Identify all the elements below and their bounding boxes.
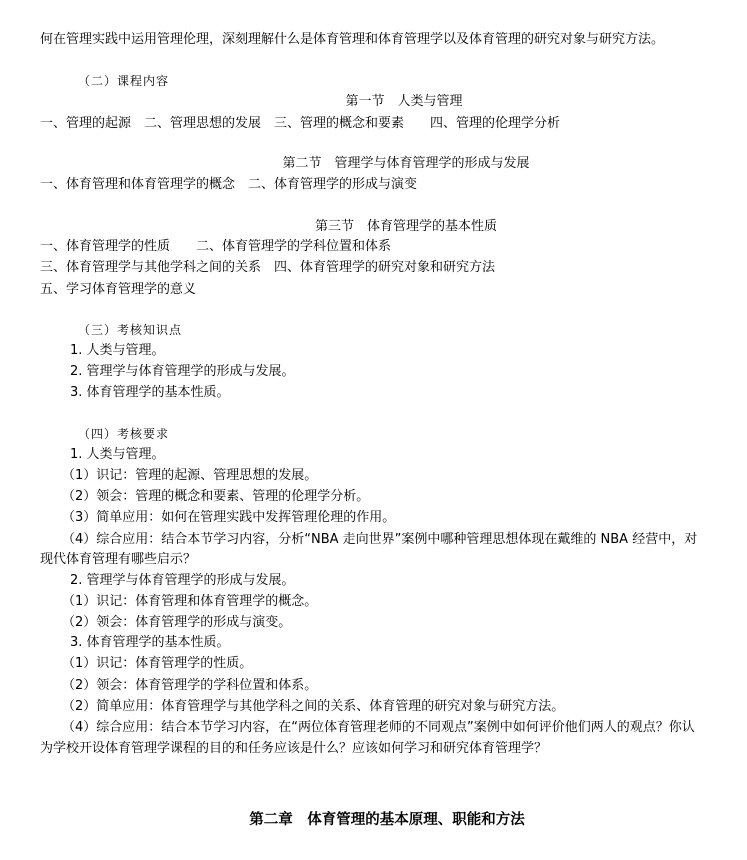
requirements-heading: （四）考核要求: [78, 427, 170, 441]
requirement-item: （1）识记：管理的起源、管理思想的发展。: [62, 468, 318, 483]
requirement-item: （1）识记：体育管理和体育管理学的概念。: [62, 594, 318, 609]
section-3-line: 五、学习体育管理学的意义: [40, 282, 197, 297]
requirement-item: （2）简单应用：体育管理学与其他学科之间的关系、体育管理的研究对象与研究方法。: [62, 699, 565, 714]
intro-line: 何在管理实践中运用管理伦理，深刻理解什么是体育管理和体育管理学以及体育管理的研究对象与研究方法。: [40, 32, 665, 47]
knowledge-point-item: 2. 管理学与体育管理学的形成与发展。: [70, 364, 295, 379]
course-content-heading: （二）课程内容: [78, 74, 170, 88]
section-1-line: 一、管理的起源 二、管理思想的发展 三、管理的概念和要素 四、管理的伦理学分析: [40, 116, 561, 131]
section-3-title: 第三节 体育管理学的基本性质: [314, 219, 497, 234]
section-2-title: 第二节 管理学与体育管理学的形成与发展: [282, 156, 530, 171]
knowledge-point-item: 1. 人类与管理。: [70, 343, 165, 358]
requirement-item: （3）简单应用：如何在管理实践中发挥管理伦理的作用。: [62, 510, 396, 525]
section-1-title: 第一节 人类与管理: [345, 94, 463, 109]
chapter-title: 第二章 体育管理的基本原理、职能和方法: [249, 812, 525, 828]
requirement-group-title: 2. 管理学与体育管理学的形成与发展。: [70, 573, 295, 588]
section-3-line: 一、体育管理学的性质 二、体育管理学的学科位置和体系: [40, 239, 392, 254]
knowledge-point-item: 3. 体育管理学的基本性质。: [70, 385, 230, 400]
requirement-item: （2）领会：体育管理学的学科位置和体系。: [62, 678, 318, 693]
knowledge-points-heading: （三）考核知识点: [78, 323, 183, 337]
requirement-group-title: 3. 体育管理学的基本性质。: [70, 635, 230, 650]
requirement-item: （4）综合应用：结合本节学习内容，在“两位体育管理老师的不同观点”案例中如何评价他们两人的观点？你认: [62, 720, 695, 735]
requirement-item: （1）识记：体育管理学的性质。: [62, 656, 253, 671]
requirement-item: （2）领会：管理的概念和要素、管理的伦理学分析。: [62, 489, 370, 504]
requirement-item-continued: 现代体育管理有哪些启示？: [40, 552, 197, 567]
requirement-item: （4）综合应用：结合本节学习内容，分析“NBA 走向世界”案例中哪种管理思想体现在戴维的 NBA 经营中，对: [62, 532, 698, 547]
requirement-item: （2）领会：体育管理学的形成与演变。: [62, 615, 292, 630]
requirement-group-title: 1. 人类与管理。: [70, 447, 165, 462]
section-3-line: 三、体育管理学与其他学科之间的关系 四、体育管理学的研究对象和研究方法: [40, 260, 496, 275]
requirement-item-continued: 为学校开设体育管理学课程的目的和任务应该是什么？应该如何学习和研究体育管理学？: [40, 741, 548, 756]
section-2-line: 一、体育管理和体育管理学的概念 二、体育管理学的形成与演变: [40, 177, 418, 192]
